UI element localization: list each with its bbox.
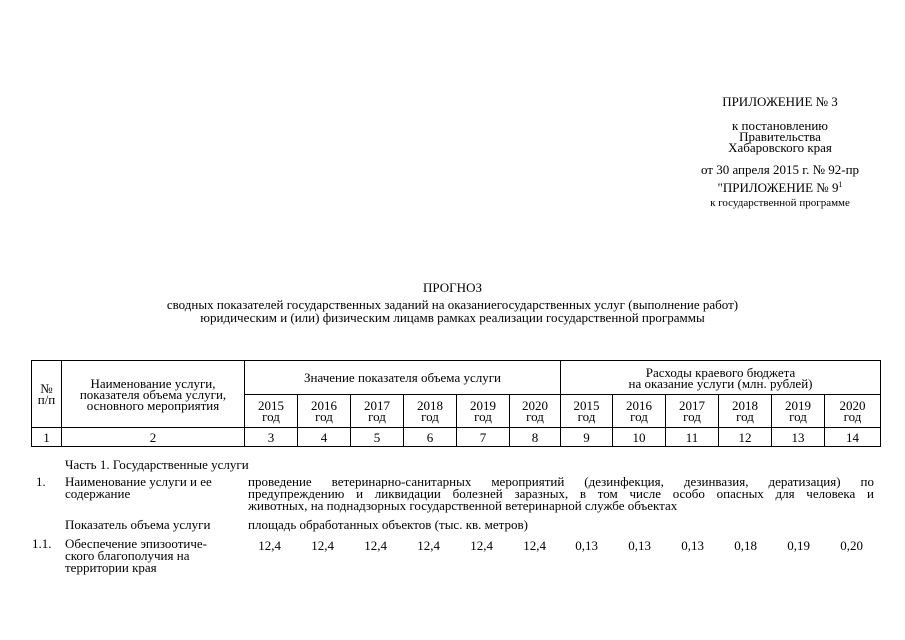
row-value-cell: 12,4 xyxy=(364,538,387,553)
year-cell: 2016 год xyxy=(298,395,351,428)
year-cell: 2016 год xyxy=(613,395,666,428)
col-header-name-line2: показателя объема услуги, xyxy=(79,386,227,402)
row-label-line2: ского благополучия на xyxy=(65,548,190,563)
appendix-program: к государственной программе xyxy=(710,197,850,209)
year-cell: 2017 год xyxy=(351,395,404,428)
col-header-number xyxy=(32,361,62,428)
item-label-line2: содержание xyxy=(65,486,131,501)
forecast-title: ПРОГНОЗ xyxy=(423,280,482,295)
appendix-date-line: от 30 апреля 2015 г. № 92-пр xyxy=(700,162,860,177)
row-value-cell: 12,4 xyxy=(311,538,334,553)
year-cell: 2015 год xyxy=(245,395,298,428)
part1-heading: Часть 1. Государственные услуги xyxy=(65,457,249,472)
indicator-label: Показатель объема услуги xyxy=(65,517,211,532)
col-group-budget xyxy=(561,361,881,395)
year-cell: 2018 год xyxy=(719,395,772,428)
col-header-name-line1: Наименование услуги, xyxy=(90,375,216,391)
col-header-number-line2: п/п xyxy=(37,392,56,407)
year-cell: 2019 год xyxy=(772,395,825,428)
item-label xyxy=(65,476,245,500)
column-number-cell: 2 xyxy=(62,428,245,447)
row-value-cell: 0,13 xyxy=(681,538,704,553)
forecast-table xyxy=(31,360,881,447)
appendix9-sup: 1 xyxy=(838,180,843,189)
column-number-row xyxy=(32,428,881,447)
year-cell: 2017 год xyxy=(666,395,719,428)
appendix-to-line3: Хабаровского края xyxy=(728,140,832,155)
column-number-cell: 3 xyxy=(245,428,298,447)
year-cell: 2015 год xyxy=(561,395,613,428)
appendix-title: ПРИЛОЖЕНИЕ № 3 xyxy=(722,94,838,109)
row-label xyxy=(65,538,245,574)
column-number-cell: 13 xyxy=(772,428,825,447)
column-number-cell: 7 xyxy=(457,428,510,447)
column-number-cell: 8 xyxy=(510,428,561,447)
row-value-cell: 0,13 xyxy=(628,538,651,553)
col-header-name xyxy=(62,361,245,428)
column-number-cell: 6 xyxy=(404,428,457,447)
row-value-cell: 12,4 xyxy=(470,538,493,553)
forecast-subtitle-line1: сводных показателей государственных заданий на оказаниегосударственных услуг (выполнение работ) xyxy=(166,297,739,312)
row-value-cell: 12,4 xyxy=(523,538,546,553)
column-number-cell: 14 xyxy=(825,428,881,447)
column-number-cell: 5 xyxy=(351,428,404,447)
row-value-cell: 0,18 xyxy=(734,538,757,553)
col-group-budget-line1: Расходы краевого бюджета xyxy=(645,364,796,380)
column-number-cell: 12 xyxy=(719,428,772,447)
appendix-to-line1: к постановлению xyxy=(731,118,829,133)
item-text xyxy=(248,476,874,512)
forecast-subtitle-line2: юридическим и (или) физическим лицамв рамках реализации государственной программы xyxy=(200,310,705,325)
appendix9-line xyxy=(640,182,905,198)
col-group-volume: Значение показателя объема услуги xyxy=(245,361,561,395)
column-number-cell: 11 xyxy=(666,428,719,447)
appendix-to-line2: Правительства xyxy=(739,129,821,144)
item-number: 1. xyxy=(36,474,46,489)
column-number-cell: 9 xyxy=(561,428,613,447)
item-text-line3: животных, на поднадзорных государственной ветеринарной службе объектах xyxy=(248,498,678,513)
column-number-cell: 10 xyxy=(613,428,666,447)
row-value-cell: 0,19 xyxy=(787,538,810,553)
col-header-number-line1: № xyxy=(40,381,53,396)
year-cell: 2020 год xyxy=(510,395,561,428)
row-number: 1.1. xyxy=(32,536,52,551)
row-value-cell: 12,4 xyxy=(258,538,281,553)
item-text-line2: предупреждению и ликвидации болезней заразных, в том числе особо опасных для человека и xyxy=(248,486,874,501)
column-number-cell: 1 xyxy=(32,428,62,447)
indicator-value: площадь обработанных объектов (тыс. кв. метров) xyxy=(248,517,528,532)
row-label-line1: Обеспечение эпизоотиче- xyxy=(65,536,207,551)
item-text-line1: проведение ветеринарно-санитарных мероприятий (дезинфекция, дезинвазия, дератизация) по xyxy=(248,474,874,489)
appendix-header xyxy=(640,96,905,209)
appendix9-title: "ПРИЛОЖЕНИЕ № 9 xyxy=(717,180,839,195)
row-value-cell: 0,20 xyxy=(840,538,863,553)
col-group-budget-line2: на оказание услуги (млн. рублей) xyxy=(628,375,813,391)
item-label-line1: Наименование услуги и ее xyxy=(65,474,212,489)
year-cell: 2018 год xyxy=(404,395,457,428)
col-header-name-line3: основного мероприятия xyxy=(86,397,220,413)
year-cell: 2019 год xyxy=(457,395,510,428)
year-cell: 2020 год xyxy=(825,395,881,428)
row-value-cell: 0,13 xyxy=(575,538,598,553)
row-label-line3: территории края xyxy=(65,560,157,575)
row-value-cell: 12,4 xyxy=(417,538,440,553)
column-number-cell: 4 xyxy=(298,428,351,447)
